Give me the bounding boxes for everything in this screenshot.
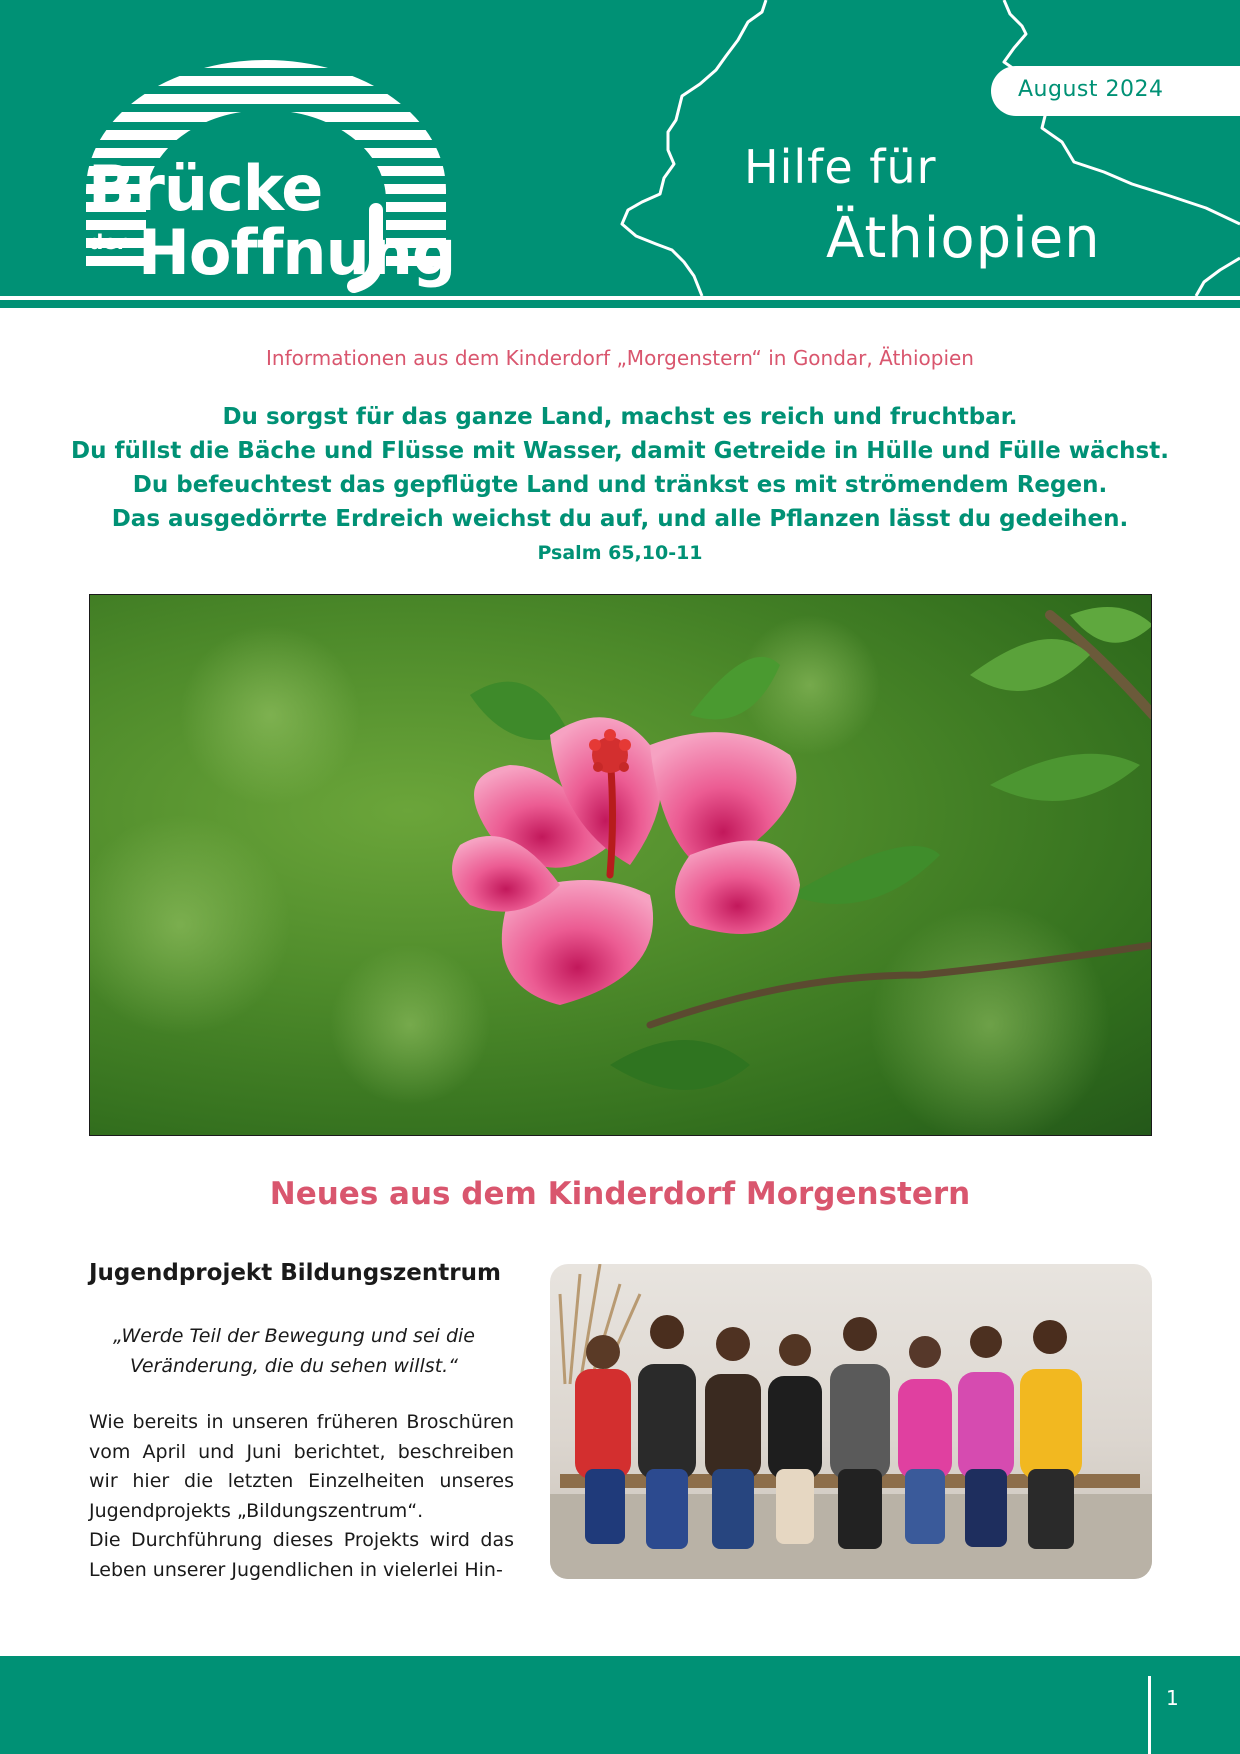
verse-line: Das ausgedörrte Erdreich weichst du auf, und alle Pflanzen lässt du gedeihen. bbox=[111, 506, 1129, 532]
title-line-2: Äthiopien bbox=[826, 206, 1101, 271]
footer-divider bbox=[1148, 1676, 1151, 1754]
logo-title-hoffnung: Hoffnung bbox=[138, 216, 456, 289]
issue-date: August 2024 bbox=[1018, 77, 1164, 102]
title-line-1: Hilfe für bbox=[744, 140, 937, 194]
verse-line: Du sorgst für das ganze Land, machst es reich und fruchtbar. bbox=[222, 404, 1018, 430]
quote-line-2: Veränderung, die du sehen willst.“ bbox=[129, 1355, 459, 1377]
header-banner bbox=[0, 0, 1240, 308]
logo-title-bruecke: Brücke bbox=[88, 152, 323, 225]
hibiscus-photo bbox=[89, 594, 1152, 1136]
newsletter-subtitle: Informationen aus dem Kinderdorf „Morgenstern“ in Gondar, Äthiopien bbox=[266, 346, 974, 370]
quote-line-1: „Werde Teil der Bewegung und sei die bbox=[112, 1325, 475, 1347]
verse-line: Du füllst die Bäche und Flüsse mit Wasser, damit Getreide in Hülle und Fülle wächst. bbox=[71, 438, 1169, 464]
page-number: 1 bbox=[1166, 1686, 1179, 1710]
verse-reference: Psalm 65,10-11 bbox=[537, 542, 703, 564]
article-quote bbox=[89, 1321, 499, 1381]
psalm-verse bbox=[0, 400, 1240, 536]
verse-line: Du befeuchtest das gepflügte Land und tränkst es mit strömendem Regen. bbox=[132, 472, 1108, 498]
logo-title-der: der bbox=[89, 230, 127, 254]
footer-bar bbox=[0, 1656, 1240, 1754]
section-heading: Neues aus dem Kinderdorf Morgenstern bbox=[269, 1176, 971, 1212]
header-divider bbox=[0, 296, 1240, 300]
youth-group-photo bbox=[550, 1264, 1152, 1579]
article-heading: Jugendprojekt Bildungszentrum bbox=[89, 1260, 501, 1286]
paragraph: Die Durchführung dieses Projekts wird das Leben unserer Jugendlichen in vielerlei Hin- bbox=[89, 1529, 514, 1581]
article-body bbox=[89, 1408, 514, 1585]
paragraph: Wie bereits in unseren früheren Broschüren vom April und Juni berichtet, beschreiben wir hier die letzten Einzelheiten unseres Jugendprojekts „Bildungszentrum“. bbox=[89, 1411, 514, 1522]
